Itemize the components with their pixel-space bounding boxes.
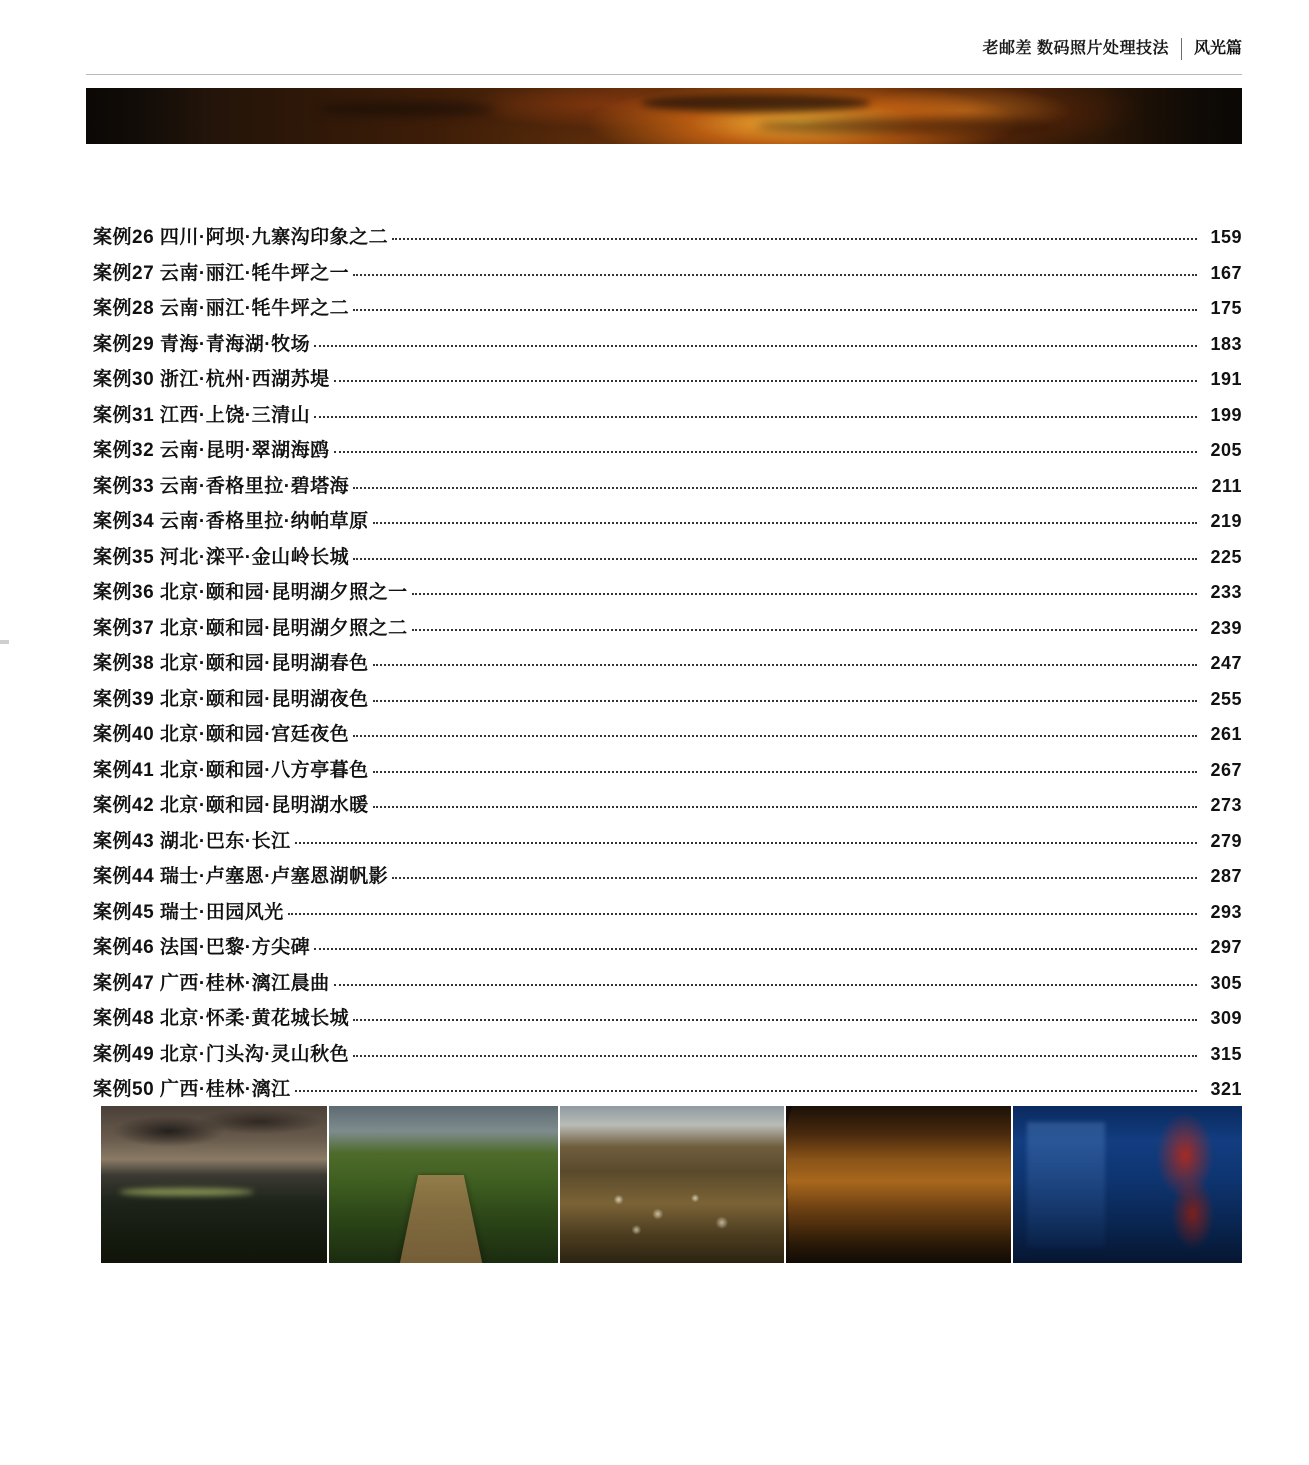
toc-leader-dots [412,628,1197,631]
toc-leader-dots [353,1054,1197,1057]
toc-entry-label: 案例50 广西·桂林·漓江 [93,1079,291,1100]
toc-entry-label: 案例39 北京·颐和园·昆明湖夜色 [93,688,369,710]
toc-entry[interactable] [86,932,1242,968]
toc-leader-dots [314,415,1197,418]
toc-entry-label: 案例43 湖北·巴东·长江 [93,830,291,852]
toc-entry[interactable] [86,506,1242,542]
toc-entry-page: 239 [1210,617,1242,638]
toc-entry-label: 案例36 北京·颐和园·昆明湖夕照之一 [93,582,408,603]
toc-leader-dots [353,273,1197,276]
toc-entry[interactable] [86,577,1242,613]
toc-entry-label: 案例34 云南·香格里拉·纳帕草原 [93,511,369,532]
toc-entry-label: 案例41 北京·颐和园·八方亭暮色 [93,759,369,781]
toc-entry-page: 191 [1210,369,1242,389]
banner-vignette-left [86,88,206,144]
book-title: 老邮差 数码照片处理技法 [982,40,1169,57]
toc-entry-page: 305 [1210,972,1242,993]
toc-entry[interactable] [86,648,1242,684]
toc-leader-dots [412,592,1197,595]
toc-leader-dots [334,983,1197,986]
toc-leader-dots [353,1018,1197,1021]
toc-entry[interactable] [86,293,1242,329]
toc-entry-page: 199 [1210,404,1242,425]
sunset-banner-image [86,88,1242,144]
toc-entry-page: 205 [1210,440,1242,460]
toc-entry-label: 案例31 江西·上饶·三清山 [93,404,311,426]
header-rule [86,74,1242,75]
toc-entry-label: 案例44 瑞士·卢塞恩·卢塞恩湖帆影 [93,866,389,887]
toc-entry-page: 211 [1211,475,1242,496]
wooden-path-meadow-photo [329,1106,559,1263]
toc-entry-page: 183 [1210,333,1242,354]
toc-entry-label: 案例40 北京·颐和园·宫廷夜色 [93,724,350,745]
toc-entry-page: 315 [1210,1043,1242,1064]
toc-entry-label: 案例37 北京·颐和园·昆明湖夕照之二 [93,617,408,639]
toc-entry-label: 案例26 四川·阿坝·九寨沟印象之二 [93,227,389,248]
toc-entry-label: 案例47 广西·桂林·漓江晨曲 [93,972,330,994]
toc-entry[interactable] [86,968,1242,1004]
toc-leader-dots [373,770,1197,773]
toc-leader-dots [373,663,1197,666]
autumn-forest-photo [786,1106,1012,1263]
toc-entry[interactable] [86,719,1242,755]
toc-entry-label: 案例33 云南·香格里拉·碧塔海 [93,475,350,497]
toc-entry-page: 175 [1210,298,1242,318]
toc-entry-page: 167 [1210,262,1242,283]
toc-leader-dots [353,486,1197,489]
toc-entry-label: 案例38 北京·颐和园·昆明湖春色 [93,653,369,674]
toc-leader-dots [373,699,1197,702]
toc-entry[interactable] [86,826,1242,862]
toc-leader-dots [373,521,1197,524]
page-header [86,38,1242,78]
toc-entry-page: 233 [1210,582,1242,602]
toc-entry[interactable] [86,222,1242,258]
toc-entry-page: 279 [1210,830,1242,851]
sheep-flock-photo [560,1106,784,1263]
toc-leader-dots [314,947,1197,950]
toc-entry[interactable] [86,1074,1242,1110]
toc-leader-dots [334,379,1197,382]
toc-entry-page: 247 [1210,653,1242,673]
toc-entry-page: 159 [1210,227,1242,247]
toc-entry-page: 267 [1210,759,1242,780]
toc-leader-dots [373,805,1197,808]
toc-entry[interactable] [86,471,1242,507]
toc-entry[interactable] [86,684,1242,720]
toc-entry[interactable] [86,364,1242,400]
toc-entry[interactable] [86,400,1242,436]
toc-entry[interactable] [86,1003,1242,1039]
toc-entry[interactable] [86,329,1242,365]
toc-entry-page: 309 [1210,1008,1242,1028]
toc-leader-dots [353,734,1197,737]
header-divider [1181,38,1182,60]
toc-entry-label: 案例49 北京·门头沟·灵山秋色 [93,1043,350,1065]
toc-leader-dots [392,876,1197,879]
toc-entry-page: 321 [1210,1079,1242,1099]
toc-leader-dots [314,344,1197,347]
page-edge-artifact [0,640,9,644]
toc-entry-label: 案例46 法国·巴黎·方尖碑 [93,937,311,958]
toc-entry-label: 案例42 北京·颐和园·昆明湖水暖 [93,795,369,816]
toc-leader-dots [353,308,1197,311]
toc-entry-page: 273 [1210,795,1242,815]
toc-entry[interactable] [86,613,1242,649]
toc-entry-page: 255 [1210,688,1242,709]
toc-entry-page: 261 [1210,724,1242,744]
photo-strip [101,1106,1242,1263]
table-of-contents [86,222,1242,1110]
toc-leader-dots [334,450,1197,453]
toc-entry-label: 案例32 云南·昆明·翠湖海鸥 [93,440,330,461]
toc-entry-page: 293 [1210,901,1242,922]
toc-entry[interactable] [86,542,1242,578]
banner-cloud-center [641,94,871,112]
toc-entry[interactable] [86,258,1242,294]
toc-entry-label: 案例28 云南·丽江·牦牛坪之二 [93,298,350,319]
toc-entry-page: 297 [1210,937,1242,957]
toc-entry-page: 287 [1210,866,1242,886]
toc-entry[interactable] [86,790,1242,826]
toc-entry-page: 219 [1210,511,1242,531]
toc-entry-label: 案例27 云南·丽江·牦牛坪之一 [93,262,350,284]
banner-vignette-right [1102,88,1242,144]
toc-entry[interactable] [86,897,1242,933]
toc-leader-dots [353,557,1197,560]
toc-leader-dots [295,841,1197,844]
grassland-dusk-photo [101,1106,327,1263]
toc-entry-label: 案例30 浙江·杭州·西湖苏堤 [93,369,330,390]
toc-entry[interactable] [86,435,1242,471]
toc-entry[interactable] [86,861,1242,897]
toc-leader-dots [392,237,1197,240]
toc-leader-dots [295,1089,1197,1092]
toc-entry[interactable] [86,755,1242,791]
toc-entry-label: 案例29 青海·青海湖·牧场 [93,333,311,355]
toc-entry-label: 案例35 河北·滦平·金山岭长城 [93,546,350,568]
toc-entry-label: 案例45 瑞士·田园风光 [93,901,284,923]
toc-entry[interactable] [86,1039,1242,1075]
toc-entry-page: 225 [1210,546,1242,567]
banner-cloud-right [756,118,1056,134]
blue-waterfall-red-tree-photo [1013,1106,1242,1263]
toc-entry-label: 案例48 北京·怀柔·黄花城长城 [93,1008,350,1029]
banner-cloud-left [317,102,497,116]
toc-leader-dots [288,912,1197,915]
section-title: 风光篇 [1193,40,1242,57]
